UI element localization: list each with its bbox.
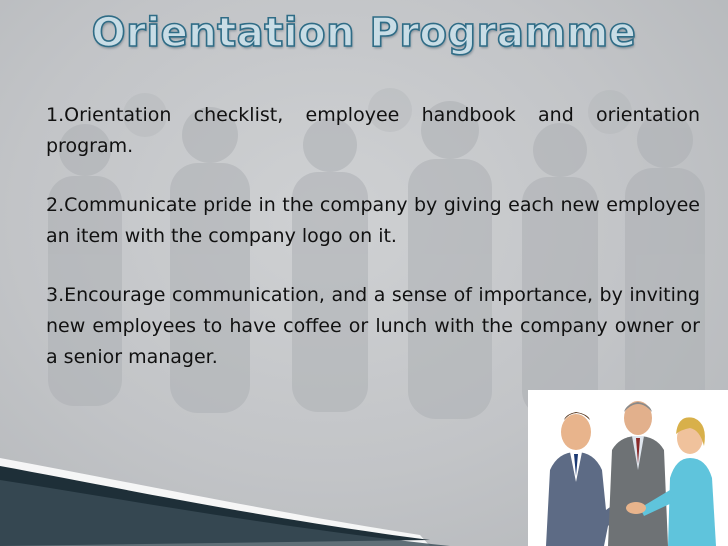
point-1: 1.Orientation checklist, employee handbook and orientation program. (46, 104, 700, 157)
slide-title: Orientation Programme (91, 10, 637, 56)
point-2: 2.Communicate pride in the company by giving each new employee an item with the company logo on it. (46, 194, 700, 247)
point-3: 3.Encourage communication, and a sense of importance, by inviting new employees to have coffee or lunch with the company owner or a senior manager. (46, 284, 700, 368)
handshake-icon (528, 390, 728, 546)
business-handshake-clipart (528, 390, 728, 546)
slide-body (46, 100, 700, 401)
